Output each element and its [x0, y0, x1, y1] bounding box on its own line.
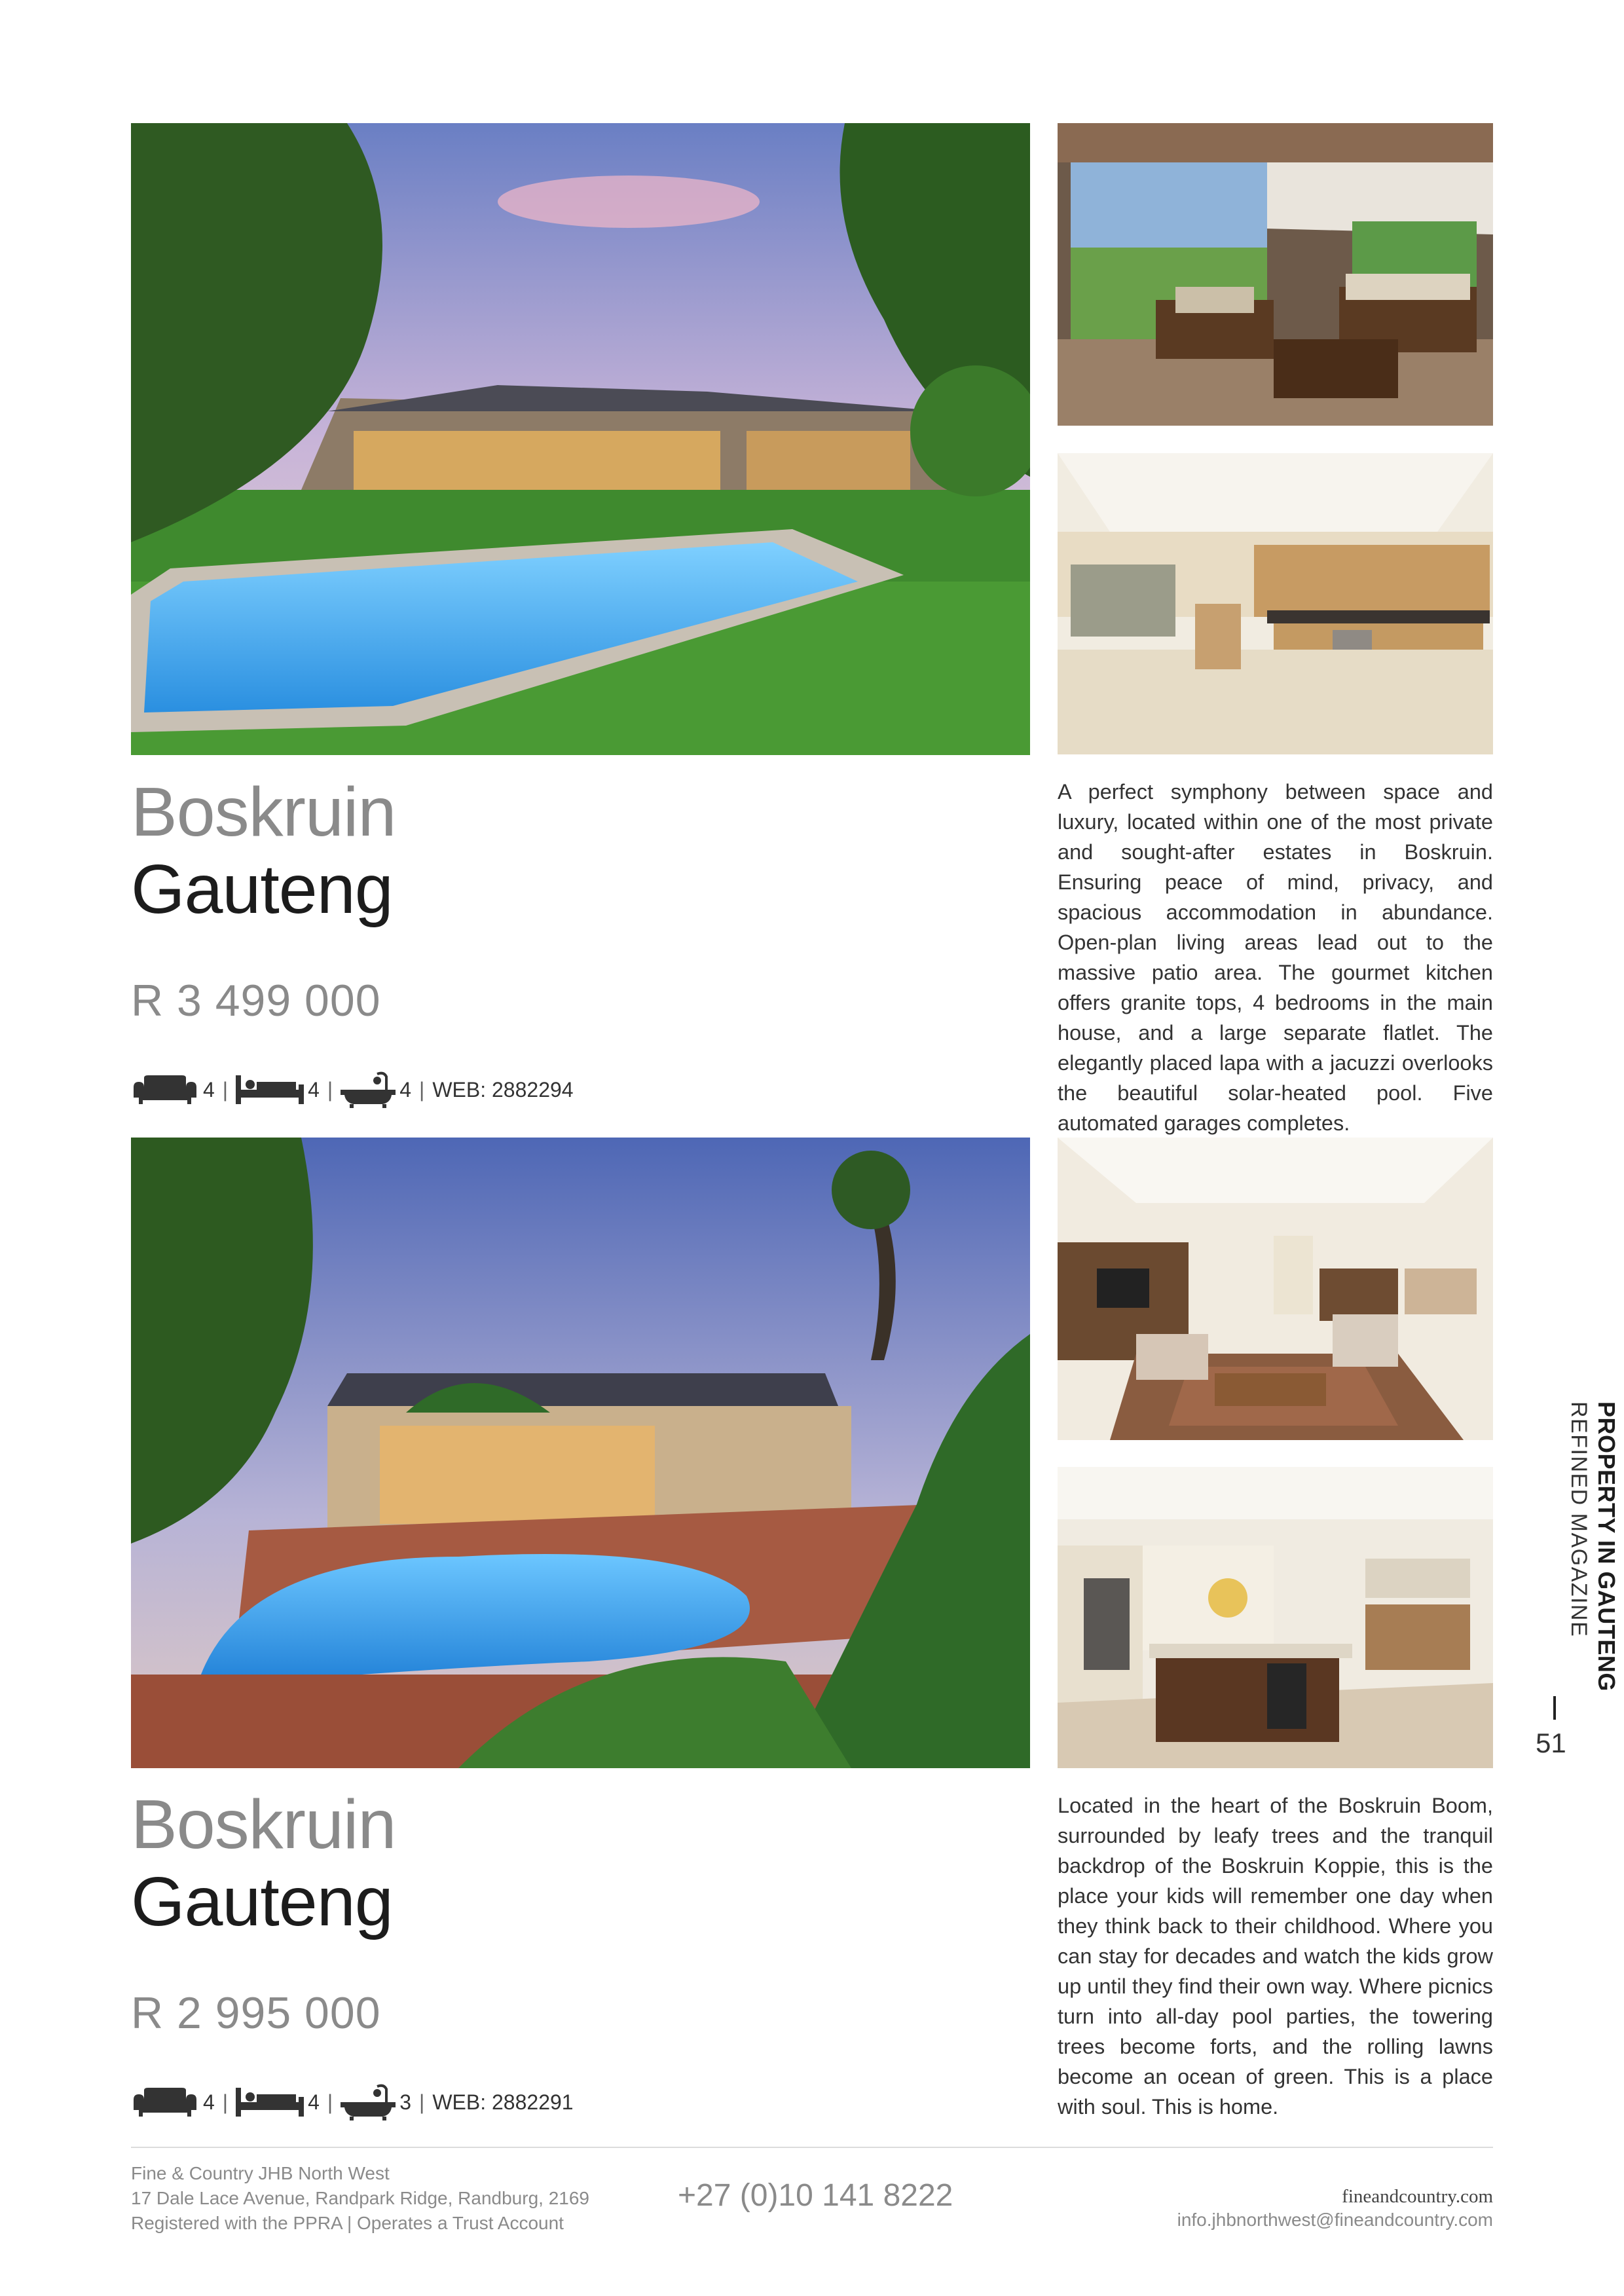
listing-1-price: R 3 499 000 — [131, 976, 381, 1026]
listing-1-web-ref: WEB: 2882294 — [432, 1078, 574, 1102]
listing-2-main-photo-pool — [131, 1138, 1030, 1768]
footer-divider — [131, 2147, 1493, 2148]
office-phone[interactable]: +27 (0)10 141 8222 — [678, 2178, 953, 2213]
listing-2-bathrooms: 3 — [399, 2090, 412, 2114]
listing-2-specs — [131, 2084, 574, 2120]
sofa-icon — [131, 1075, 199, 1104]
separator: | — [222, 2090, 229, 2114]
section-title: PROPERTY IN GAUTENG — [1593, 1401, 1620, 1692]
sofa-icon — [131, 2088, 199, 2117]
bath-icon — [341, 1071, 396, 1108]
listing-2-kitchen-photo — [1058, 1467, 1493, 1768]
separator: | — [419, 2090, 425, 2114]
section-side-label — [1566, 1401, 1624, 1692]
bath-icon — [341, 2084, 396, 2120]
listing-1-kitchen-photo — [1058, 453, 1493, 754]
listing-2-living-room-photo — [1058, 1138, 1493, 1440]
listing-2-description: Located in the heart of the Boskruin Boom, surrounded by leafy trees and the tranquil backdrop of the Boskruin Koppie, this is the place your kids will remember one day when they think back to their childhood. Where you can stay for decades and watch the kids grow up until they find their own way. Where picnics turn into all-day pool parties, the towering trees become forts, and the rolling lawns become an ocean of green. This is a place with soul. This is home. — [1058, 1794, 1493, 2119]
separator: | — [419, 1078, 425, 1102]
listing-1-main-photo-pool — [131, 123, 1030, 755]
listing-1-bedrooms: 4 — [308, 1078, 320, 1102]
listing-1-region: Gauteng — [131, 851, 393, 928]
email-link[interactable]: info.jhbnorthwest@fineandcountry.com — [1177, 2210, 1493, 2230]
listing-2-price: R 2 995 000 — [131, 1988, 381, 2038]
listing-1-town: Boskruin — [131, 773, 396, 851]
listing-1-lounges: 4 — [203, 1078, 215, 1102]
bed-icon — [236, 2088, 304, 2117]
listing-2-town: Boskruin — [131, 1786, 396, 1863]
footer-office-details — [131, 2161, 589, 2236]
bed-icon — [236, 1075, 304, 1104]
listing-1-specs — [131, 1071, 574, 1108]
page-divider — [1553, 1696, 1556, 1720]
footer-contact — [1177, 2185, 1493, 2232]
listing-2-lounges: 4 — [203, 2090, 215, 2114]
separator: | — [327, 1078, 333, 1102]
magazine-name: REFINED MAGAZINE — [1566, 1401, 1591, 1638]
page-number: 51 — [1536, 1728, 1566, 1758]
office-name: Fine & Country JHB North West — [131, 2163, 390, 2183]
listing-2-bedrooms: 4 — [308, 2090, 320, 2114]
separator: | — [327, 2090, 333, 2114]
listing-1-description: A perfect symphony between space and luxury, located within one of the most private and sought-after estates in Boskruin. Ensuring peace of mind, privacy, and spacious accommodation in abundance. Open-plan living areas lead out to the massive patio area. The gourmet kitchen offers granite tops, 4 bedrooms in the main house, and a large separate flatlet. The elegantly placed lapa with a jacuzzi overlooks the beautiful solar-heated pool. Five automated garages completes. — [1058, 780, 1493, 1135]
separator: | — [222, 1078, 229, 1102]
office-registration: Registered with the PPRA | Operates a Trust Account — [131, 2213, 564, 2233]
listing-2-web-ref: WEB: 2882291 — [432, 2090, 574, 2114]
office-address: 17 Dale Lace Avenue, Randpark Ridge, Randburg, 2169 — [131, 2188, 589, 2208]
listing-1-patio-photo — [1058, 123, 1493, 426]
listing-2-region: Gauteng — [131, 1863, 393, 1940]
website-link[interactable]: fineandcountry.com — [1342, 2186, 1493, 2207]
listing-1-bathrooms: 4 — [399, 1078, 412, 1102]
